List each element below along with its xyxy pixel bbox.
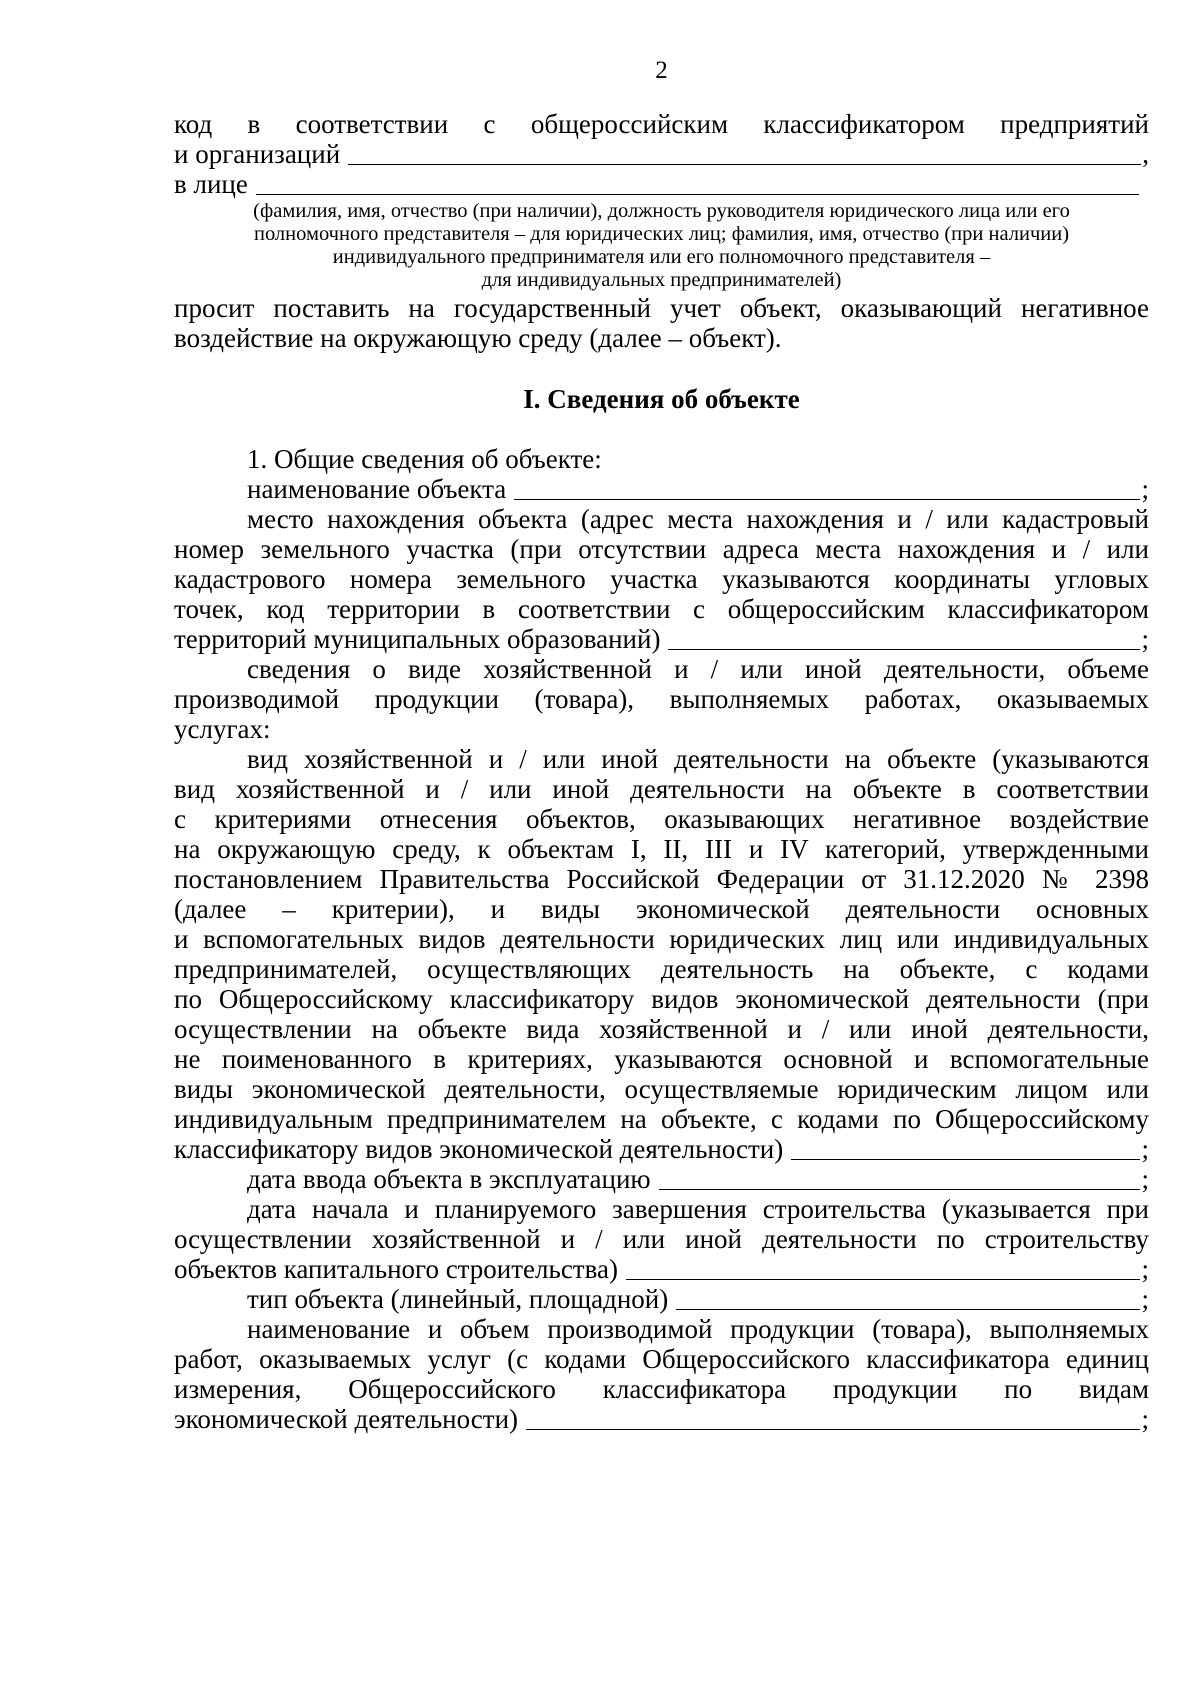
construction-blank[interactable] [626,1257,1141,1280]
kind-line-5: постановлением Правительства Российской Федерации от 31.12.2020 № 2398 [174,864,1149,894]
kind-semicolon: ; [1141,1134,1149,1164]
section-title: I. Сведения об объекте [523,384,800,414]
kind-line-4: на окружающую среду, к объектам I, II, III и IV категорий, утвержденными [174,834,1149,864]
location-line-2: номер земельного участка (при отсутствии адреса места нахождения и / или [174,534,1149,564]
products-blank[interactable] [526,1407,1140,1430]
location-line-4: точек, код территории в соответствии с общероссийским классификатором [174,594,1149,624]
construction-semicolon: ; [1141,1254,1149,1284]
item1-title: 1. Общие сведения об объекте: [247,444,602,474]
object-name-field [174,473,1149,506]
kind-line-10: осуществлении на объекте вида хозяйственной и / или иной деятельности, [174,1014,1149,1044]
products-semicolon: ; [1141,1404,1149,1434]
note-line-3: индивидуального предпринимателя или его полномочного представителя – [332,246,991,268]
note-line-2: полномочного представителя – для юридических лиц; фамилия, имя, отчество (при наличии) [253,223,1070,245]
note-line-1: (фамилия, имя, отчество (при наличии), должность руководителя юридического лица или его [253,200,1070,222]
activity-line-3: услугах: [174,714,271,744]
products-line-3: измерения, Общероссийского классификатора продукции по видам [174,1374,1149,1404]
kind-line-7: и вспомогательных видов деятельности юридических лиц или индивидуальных [174,924,1149,954]
kind-field [174,1133,1149,1166]
object-type-blank[interactable] [676,1287,1140,1310]
intro-line-1: код в соответствии с общероссийским классификатором предприятий [174,109,1149,139]
kind-line-6: (далее – критерии), и виды экономической деятельности основных [174,894,1149,924]
activity-line-2: производимой продукции (товара), выполняемых работах, оказываемых [174,684,1149,714]
activity-line-1: сведения о виде хозяйственной и / или иной деятельности, объеме [247,654,1149,684]
products-label: экономической деятельности) [174,1404,519,1434]
kind-blank[interactable] [791,1137,1140,1160]
location-label: территорий муниципальных образований) [174,624,661,654]
construction-field [174,1253,1149,1286]
construction-line-1: дата начала и планируемого завершения строительства (указывается при [247,1194,1149,1224]
commission-date-label: дата ввода объекта в эксплуатацию [247,1164,651,1194]
object-type-field [174,1283,1149,1316]
object-type-semicolon: ; [1141,1284,1149,1314]
kind-line-11: не поименованного в критериях, указываются основной и вспомогательные [174,1044,1149,1074]
request-line-2: воздействие на окружающую среду (далее – объект). [174,323,782,353]
org-code-field [174,138,1149,171]
request-line-1: просит поставить на государственный учет объект, оказывающий негативное [174,293,1149,323]
construction-label: объектов капитального строительства) [174,1254,618,1284]
products-line-1: наименование и объем производимой продукции (товара), выполняемых [247,1314,1149,1344]
represented-by-label: в лице [174,169,248,199]
object-name-semicolon: ; [1141,474,1149,504]
kind-line-8: предпринимателей, осуществляющих деятельность на объекте, с кодами [174,954,1149,984]
object-name-label: наименование объекта [247,474,507,504]
kind-line-12: виды экономической деятельности, осуществляемые юридическим лицом или [174,1074,1149,1104]
commission-date-field [174,1163,1149,1196]
org-code-blank[interactable] [348,142,1141,165]
represented-by-blank[interactable] [256,172,1139,195]
kind-line-13: индивидуальным предпринимателем на объекте, с кодами по Общероссийскому [174,1104,1149,1134]
commission-date-blank[interactable] [659,1167,1141,1190]
products-field [174,1403,1149,1436]
kind-label: классификатору видов экономической деятельности) [174,1134,784,1164]
org-code-comma: , [1142,139,1149,169]
kind-line-2: вид хозяйственной и / или иной деятельности на объекте в соответствии [174,774,1149,804]
object-name-blank[interactable] [514,477,1140,500]
location-line-1: место нахождения объекта (адрес места нахождения и / или кадастровый [247,504,1149,534]
kind-line-1: вид хозяйственной и / или иной деятельности на объекте (указываются [247,744,1149,774]
represented-by-field [174,168,1149,201]
kind-line-9: по Общероссийскому классификатору видов экономической деятельности (при [174,984,1149,1014]
org-code-label: и организаций [174,139,341,169]
kind-line-3: с критериями отнесения объектов, оказывающих негативное воздействие [174,804,1149,834]
location-semicolon: ; [1141,624,1149,654]
document-page [174,0,1149,1697]
commission-date-semicolon: ; [1141,1164,1149,1194]
location-line-3: кадастрового номера земельного участка указываются координаты угловых [174,564,1149,594]
products-line-2: работ, оказываемых услуг (с кодами Общероссийского классификатора единиц [174,1344,1149,1374]
construction-line-2: осуществлении хозяйственной и / или иной деятельности по строительству [174,1224,1149,1254]
location-blank[interactable] [668,627,1140,650]
object-type-label: тип объекта (линейный, площадной) [247,1284,669,1314]
note-line-4: для индивидуальных предпринимателей) [481,269,842,291]
page-number: 2 [655,57,668,84]
location-field [174,623,1149,656]
